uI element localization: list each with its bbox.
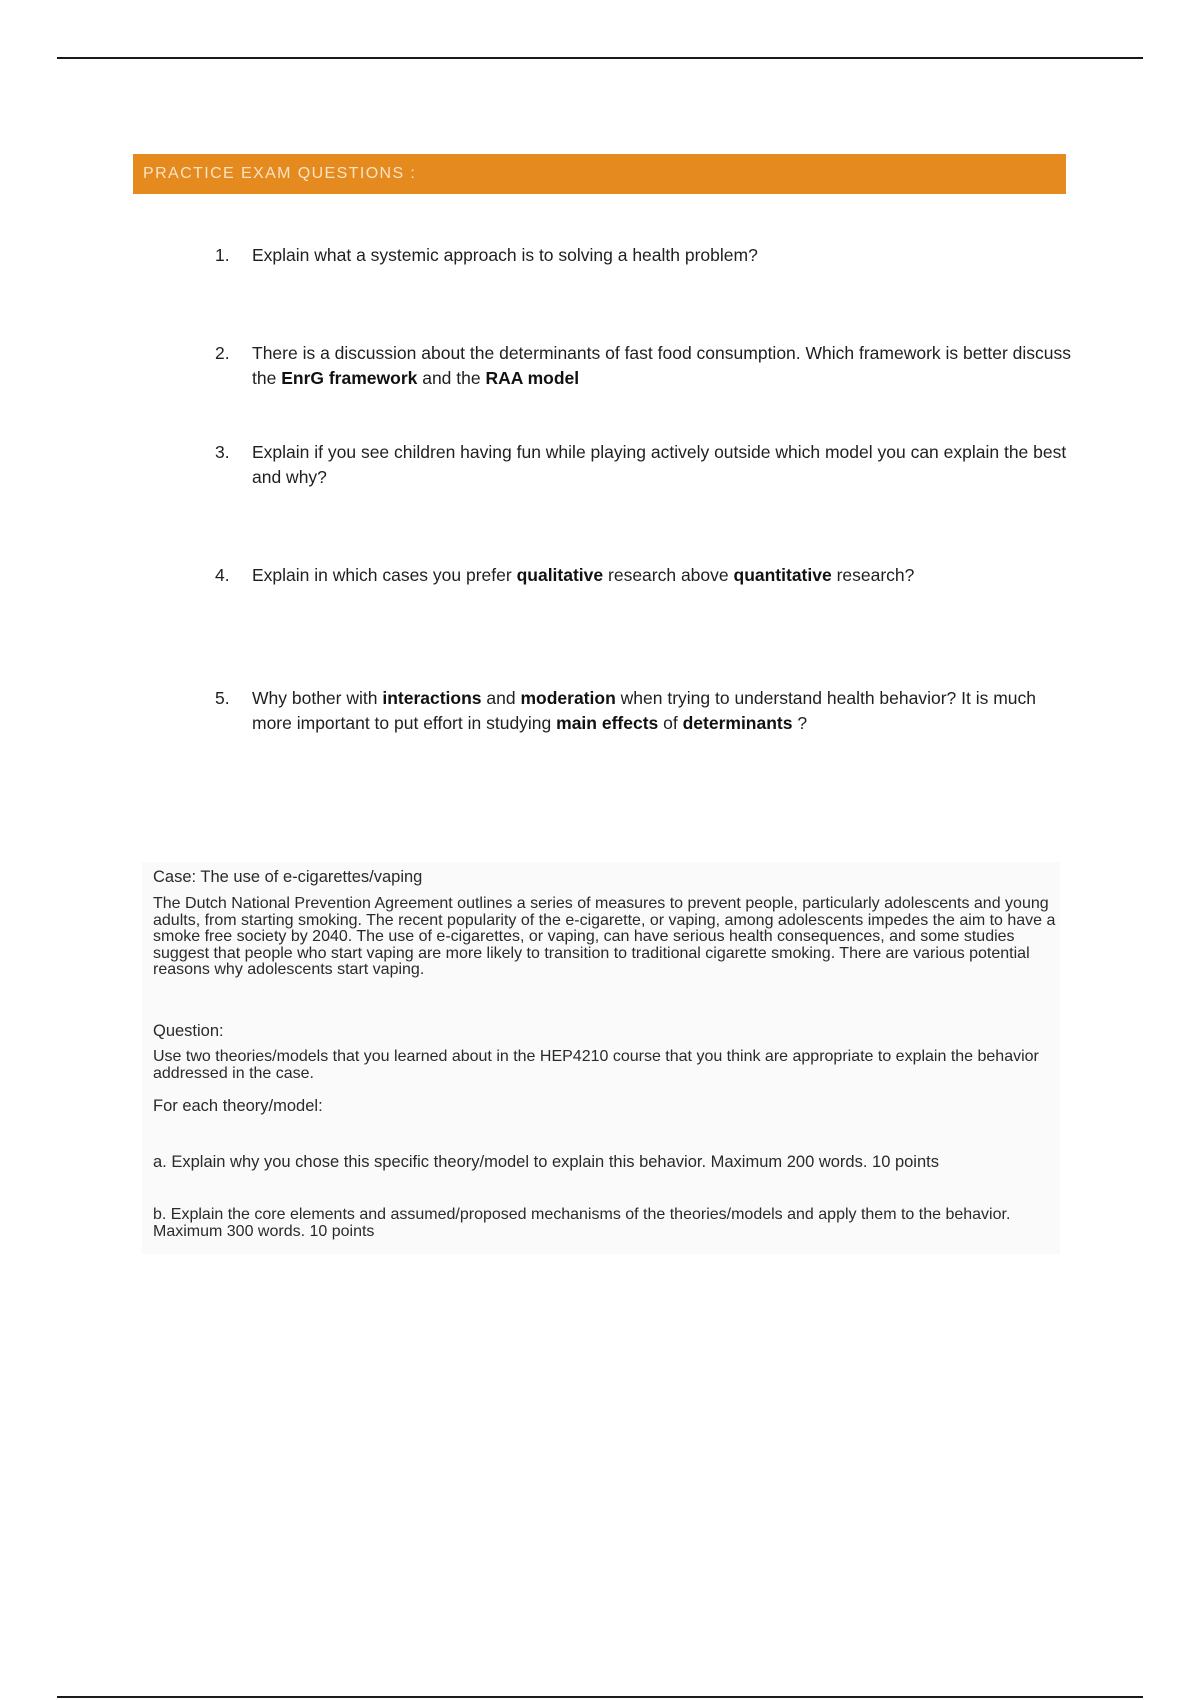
- question-text-run: ?: [792, 713, 808, 733]
- case-description: The Dutch National Prevention Agreement outlines a series of measures to prevent people, particularly adolescents and young adults, from starting smoking. The recent popularity of the e-cigarette, or vaping, among adolescents impedes the aim to have a smoke free society by 2040. The use of e-cigarettes, or vaping, can have serious health consequences, and some studies suggest that people who start vaping are more likely to transition to traditional cigarette smoking. There are various potential reasons why adolescents start vaping.: [153, 895, 1056, 978]
- question-item: [215, 243, 1075, 268]
- question-emphasis: quantitative: [733, 565, 832, 585]
- question-emphasis: determinants: [682, 713, 793, 733]
- case-title: Case: The use of e-cigarettes/vaping: [153, 868, 423, 886]
- question-emphasis: EnrG framework: [281, 368, 418, 388]
- question-text-run: Why bother with: [252, 688, 383, 708]
- question-text-run: when trying to understand health behavior? It is much more important to put effort in studying: [252, 688, 1037, 733]
- question-number: 3.: [215, 442, 230, 462]
- question-text-run: Explain if you see children having fun while playing actively outside which model you can explain the best and why?: [252, 442, 1067, 487]
- question-instructions: Use two theories/models that you learned about in the HEP4210 course that you think are appropriate to explain the behavior addressed in the case.: [153, 1048, 1039, 1082]
- task-item-a: a. Explain why you chose this specific theory/model to explain this behavior. Maximum 200 words. 10 points: [153, 1153, 939, 1171]
- question-text: [252, 243, 1075, 268]
- question-emphasis: moderation: [520, 688, 616, 708]
- question-item: [215, 341, 1075, 391]
- question-text-run: Explain in which cases you prefer: [252, 565, 517, 585]
- banner-title: PRACTICE EXAM QUESTIONS :: [143, 165, 417, 182]
- question-text-run: and the: [417, 368, 486, 388]
- question-text-run: of: [658, 713, 683, 733]
- question-item: [215, 686, 1075, 736]
- question-text: [252, 563, 1075, 588]
- question-emphasis: qualitative: [516, 565, 604, 585]
- question-text-run: There is a discussion about the determinants of fast food consumption. Which framework is better discuss the: [252, 343, 1071, 388]
- question-number: 1.: [215, 245, 230, 265]
- question-number: 2.: [215, 343, 230, 363]
- question-text-run: Explain what a systemic approach is to solving a health problem?: [252, 245, 758, 265]
- bottom-rule: [57, 1696, 1143, 1698]
- top-rule: [57, 57, 1143, 59]
- question-text-run: and: [481, 688, 521, 708]
- question-number: 4.: [215, 565, 230, 585]
- question-text: [252, 686, 1075, 736]
- question-item: [215, 440, 1075, 490]
- question-text: [252, 440, 1075, 490]
- question-item: [215, 563, 1075, 588]
- for-each-label: For each theory/model:: [153, 1097, 323, 1115]
- section-banner: [133, 154, 1066, 194]
- question-text-run: research above: [603, 565, 734, 585]
- question-text-run: research?: [831, 565, 915, 585]
- question-label: Question:: [153, 1022, 224, 1040]
- question-number: 5.: [215, 688, 230, 708]
- task-item-b: b. Explain the core elements and assumed/proposed mechanisms of the theories/models and apply them to the behavior. Maximum 300 words. 10 points: [153, 1206, 1011, 1240]
- question-emphasis: interactions: [382, 688, 482, 708]
- question-emphasis: RAA model: [485, 368, 580, 388]
- question-emphasis: main effects: [556, 713, 659, 733]
- question-text: [252, 341, 1075, 391]
